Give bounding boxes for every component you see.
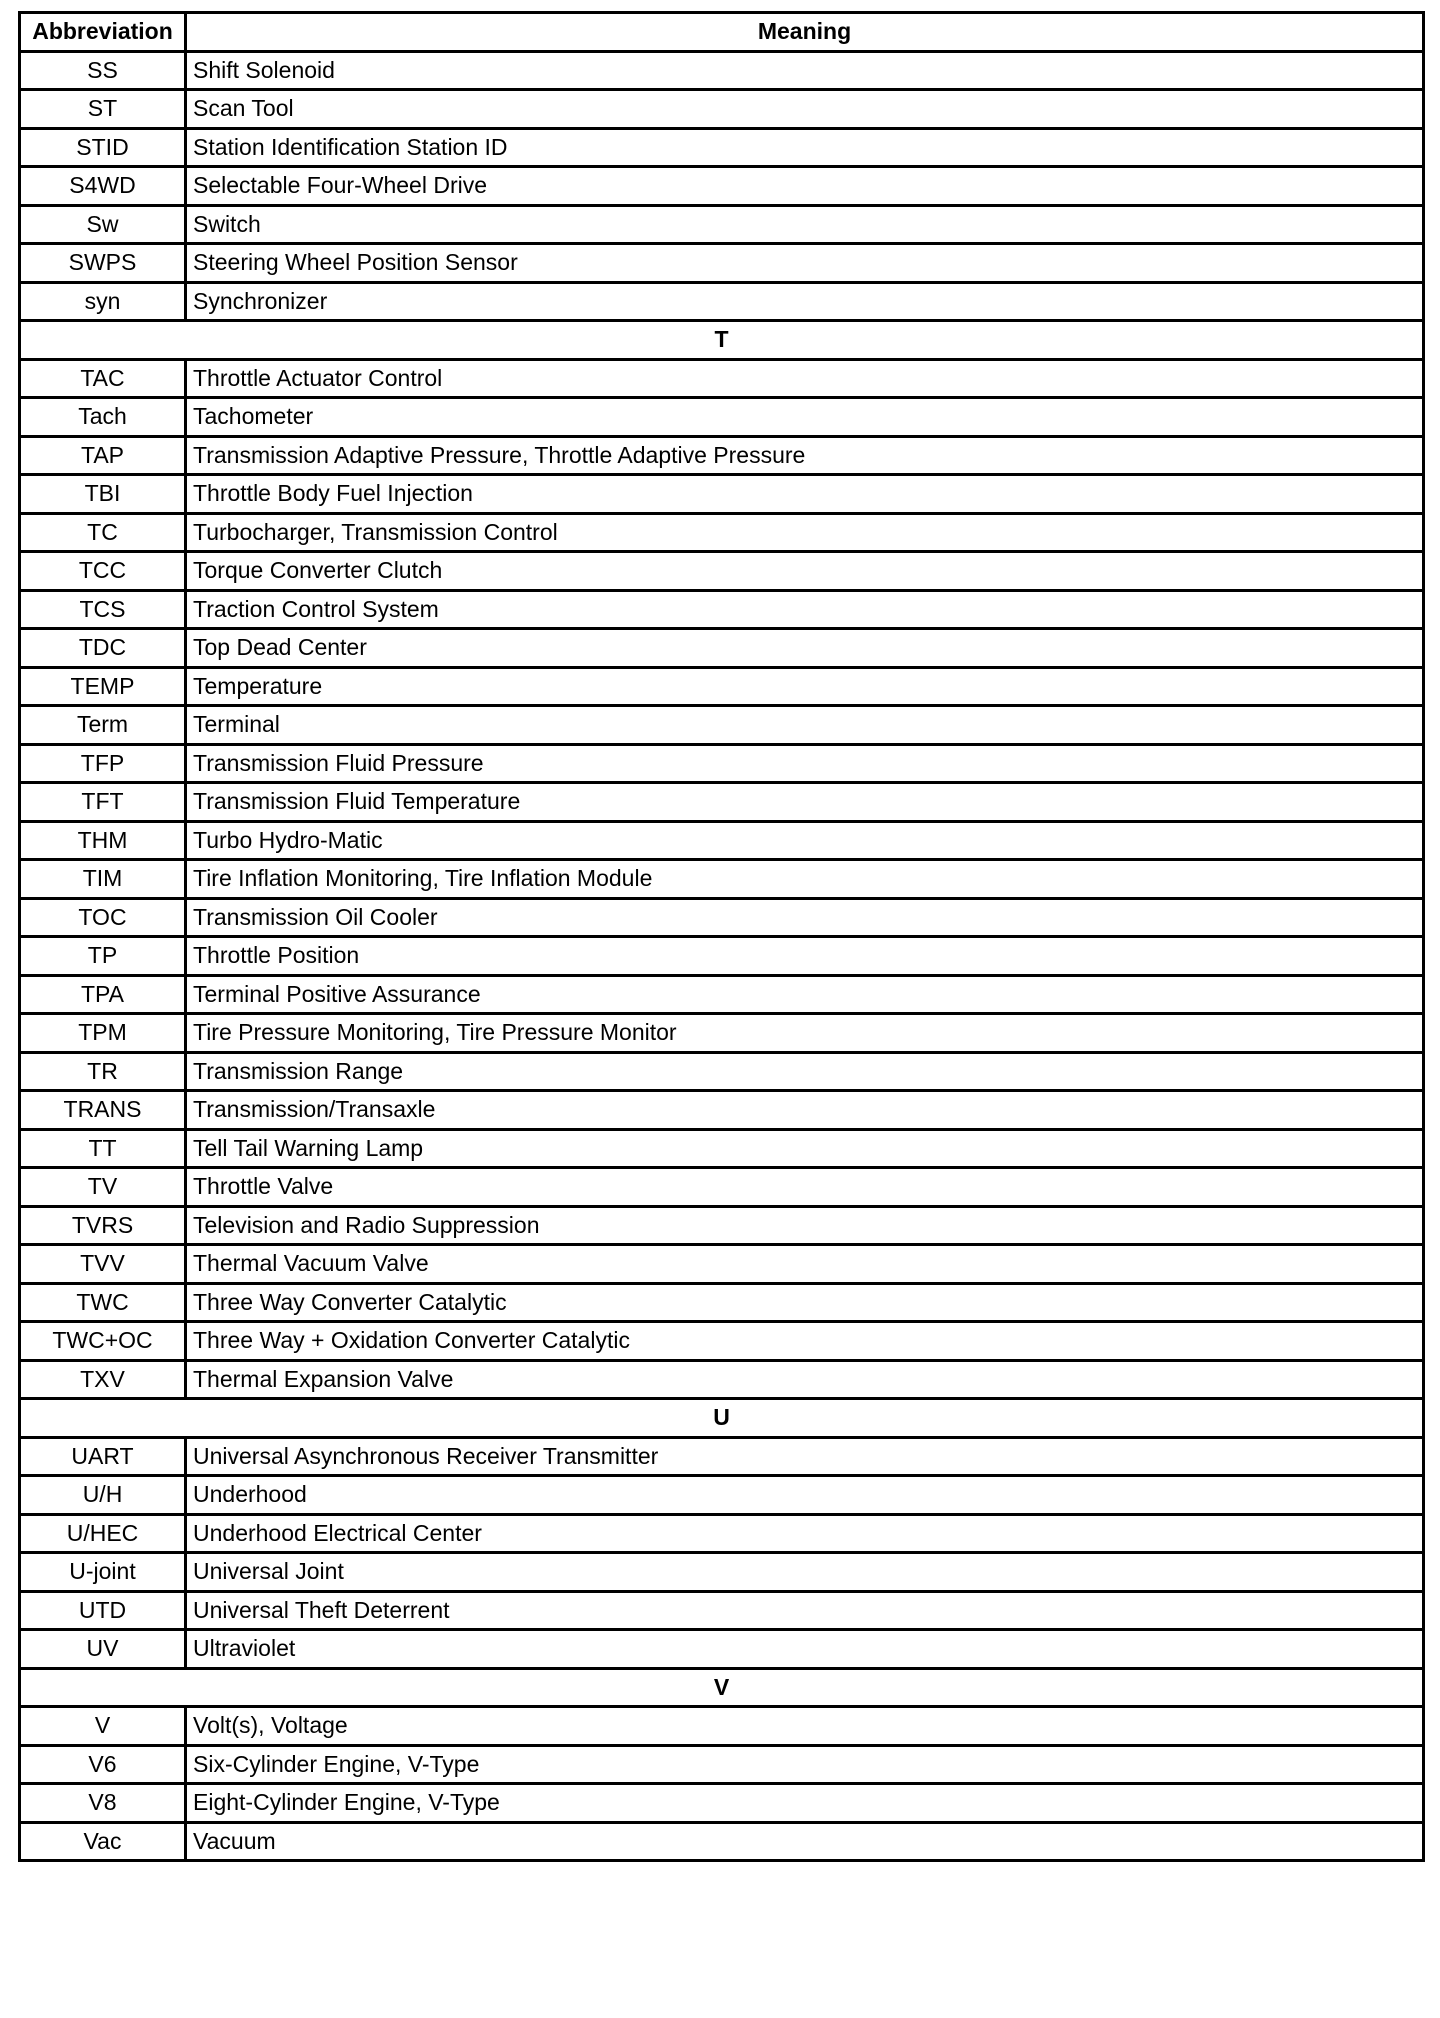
meaning-cell: Switch [186, 205, 1424, 244]
table-row [20, 860, 1424, 899]
table-row [20, 205, 1424, 244]
table-row [20, 1437, 1424, 1476]
abbreviation-table [18, 11, 1425, 1862]
table-row [20, 1630, 1424, 1669]
abbreviation-cell: UV [20, 1630, 186, 1669]
table-row [20, 1168, 1424, 1207]
meaning-cell: Terminal Positive Assurance [186, 975, 1424, 1014]
abbreviation-cell: Sw [20, 205, 186, 244]
meaning-cell: Scan Tool [186, 90, 1424, 129]
meaning-cell: Synchronizer [186, 282, 1424, 321]
table-row [20, 1822, 1424, 1861]
table-body [20, 51, 1424, 1861]
abbreviation-cell: U/HEC [20, 1514, 186, 1553]
abbreviation-cell: THM [20, 821, 186, 860]
table-row [20, 898, 1424, 937]
abbreviation-cell: TAC [20, 359, 186, 398]
abbreviation-cell: TFT [20, 783, 186, 822]
meaning-cell: Traction Control System [186, 590, 1424, 629]
meaning-cell: Transmission Fluid Temperature [186, 783, 1424, 822]
section-header-row [20, 321, 1424, 360]
meaning-cell: Tire Pressure Monitoring, Tire Pressure Monitor [186, 1014, 1424, 1053]
table-row [20, 937, 1424, 976]
abbreviation-cell: Tach [20, 398, 186, 437]
abbreviation-cell: UTD [20, 1591, 186, 1630]
table-row [20, 1553, 1424, 1592]
meaning-cell: Selectable Four-Wheel Drive [186, 167, 1424, 206]
abbreviation-cell: UART [20, 1437, 186, 1476]
meaning-cell: Three Way Converter Catalytic [186, 1283, 1424, 1322]
meaning-cell: Three Way + Oxidation Converter Catalytic [186, 1322, 1424, 1361]
table-row [20, 1014, 1424, 1053]
abbreviation-cell: V8 [20, 1784, 186, 1823]
meaning-cell: Throttle Body Fuel Injection [186, 475, 1424, 514]
table-row [20, 513, 1424, 552]
header-meaning: Meaning [186, 13, 1424, 52]
table-row [20, 359, 1424, 398]
abbreviation-cell: U-joint [20, 1553, 186, 1592]
meaning-cell: Transmission Adaptive Pressure, Throttle Adaptive Pressure [186, 436, 1424, 475]
table-row [20, 436, 1424, 475]
abbreviation-cell: TWC [20, 1283, 186, 1322]
table-row [20, 975, 1424, 1014]
meaning-cell: Ultraviolet [186, 1630, 1424, 1669]
table-row [20, 1745, 1424, 1784]
section-letter: U [20, 1399, 1424, 1438]
table-row [20, 1707, 1424, 1746]
table-row [20, 783, 1424, 822]
abbreviation-cell: TPA [20, 975, 186, 1014]
meaning-cell: Tire Inflation Monitoring, Tire Inflation Module [186, 860, 1424, 899]
meaning-cell: Temperature [186, 667, 1424, 706]
section-letter: T [20, 321, 1424, 360]
section-header-row [20, 1668, 1424, 1707]
table-row [20, 667, 1424, 706]
abbreviation-cell: TWC+OC [20, 1322, 186, 1361]
meaning-cell: Tachometer [186, 398, 1424, 437]
table-row [20, 1129, 1424, 1168]
abbreviation-cell: TC [20, 513, 186, 552]
abbreviation-cell: ST [20, 90, 186, 129]
meaning-cell: Thermal Expansion Valve [186, 1360, 1424, 1399]
meaning-cell: Steering Wheel Position Sensor [186, 244, 1424, 283]
abbreviation-cell: STID [20, 128, 186, 167]
abbreviation-cell: TFP [20, 744, 186, 783]
table-header-row [20, 13, 1424, 52]
abbreviation-cell: TCS [20, 590, 186, 629]
meaning-cell: Transmission Range [186, 1052, 1424, 1091]
table-row [20, 51, 1424, 90]
meaning-cell: Turbocharger, Transmission Control [186, 513, 1424, 552]
table-row [20, 1322, 1424, 1361]
meaning-cell: Transmission/Transaxle [186, 1091, 1424, 1130]
abbreviation-cell: TPM [20, 1014, 186, 1053]
meaning-cell: Transmission Fluid Pressure [186, 744, 1424, 783]
abbreviation-cell: Term [20, 706, 186, 745]
section-letter: V [20, 1668, 1424, 1707]
meaning-cell: Tell Tail Warning Lamp [186, 1129, 1424, 1168]
table-row [20, 552, 1424, 591]
abbreviation-cell: TDC [20, 629, 186, 668]
abbreviation-cell: TV [20, 1168, 186, 1207]
meaning-cell: Station Identification Station ID [186, 128, 1424, 167]
meaning-cell: Transmission Oil Cooler [186, 898, 1424, 937]
meaning-cell: Torque Converter Clutch [186, 552, 1424, 591]
meaning-cell: Top Dead Center [186, 629, 1424, 668]
meaning-cell: Six-Cylinder Engine, V-Type [186, 1745, 1424, 1784]
meaning-cell: Universal Theft Deterrent [186, 1591, 1424, 1630]
table-row [20, 1052, 1424, 1091]
abbreviation-cell: TRANS [20, 1091, 186, 1130]
meaning-cell: Vacuum [186, 1822, 1424, 1861]
table-row [20, 244, 1424, 283]
abbreviation-cell: TR [20, 1052, 186, 1091]
meaning-cell: Throttle Valve [186, 1168, 1424, 1207]
abbreviation-cell: TP [20, 937, 186, 976]
table-row [20, 1591, 1424, 1630]
abbreviation-cell: TXV [20, 1360, 186, 1399]
meaning-cell: Terminal [186, 706, 1424, 745]
abbreviation-cell: TOC [20, 898, 186, 937]
abbreviation-cell: Vac [20, 1822, 186, 1861]
abbreviation-cell: SWPS [20, 244, 186, 283]
meaning-cell: Underhood [186, 1476, 1424, 1515]
table-row [20, 744, 1424, 783]
abbreviation-cell: V [20, 1707, 186, 1746]
abbreviation-cell: syn [20, 282, 186, 321]
abbreviation-cell: TAP [20, 436, 186, 475]
abbreviation-cell: TEMP [20, 667, 186, 706]
table-row [20, 1514, 1424, 1553]
table-row [20, 167, 1424, 206]
meaning-cell: Turbo Hydro-Matic [186, 821, 1424, 860]
abbreviation-cell: TCC [20, 552, 186, 591]
table-row [20, 1245, 1424, 1284]
table-row [20, 128, 1424, 167]
meaning-cell: Universal Joint [186, 1553, 1424, 1592]
table-row [20, 1360, 1424, 1399]
meaning-cell: Eight-Cylinder Engine, V-Type [186, 1784, 1424, 1823]
header-abbreviation: Abbreviation [20, 13, 186, 52]
table-row [20, 1206, 1424, 1245]
meaning-cell: Throttle Actuator Control [186, 359, 1424, 398]
meaning-cell: Television and Radio Suppression [186, 1206, 1424, 1245]
table-row [20, 1784, 1424, 1823]
meaning-cell: Underhood Electrical Center [186, 1514, 1424, 1553]
table-row [20, 629, 1424, 668]
table-row [20, 1476, 1424, 1515]
table-row [20, 590, 1424, 629]
meaning-cell: Universal Asynchronous Receiver Transmitter [186, 1437, 1424, 1476]
abbreviation-cell: SS [20, 51, 186, 90]
abbreviation-cell: V6 [20, 1745, 186, 1784]
abbreviation-cell: TIM [20, 860, 186, 899]
table-row [20, 706, 1424, 745]
table-row [20, 282, 1424, 321]
abbreviation-cell: TVRS [20, 1206, 186, 1245]
abbreviation-cell: TBI [20, 475, 186, 514]
meaning-cell: Thermal Vacuum Valve [186, 1245, 1424, 1284]
table-row [20, 398, 1424, 437]
abbreviation-cell: TVV [20, 1245, 186, 1284]
table-row [20, 1283, 1424, 1322]
table-row [20, 1091, 1424, 1130]
meaning-cell: Throttle Position [186, 937, 1424, 976]
meaning-cell: Shift Solenoid [186, 51, 1424, 90]
abbreviation-cell: U/H [20, 1476, 186, 1515]
section-header-row [20, 1399, 1424, 1438]
table-row [20, 821, 1424, 860]
table-row [20, 90, 1424, 129]
meaning-cell: Volt(s), Voltage [186, 1707, 1424, 1746]
table-row [20, 475, 1424, 514]
abbreviation-cell: TT [20, 1129, 186, 1168]
abbreviation-cell: S4WD [20, 167, 186, 206]
